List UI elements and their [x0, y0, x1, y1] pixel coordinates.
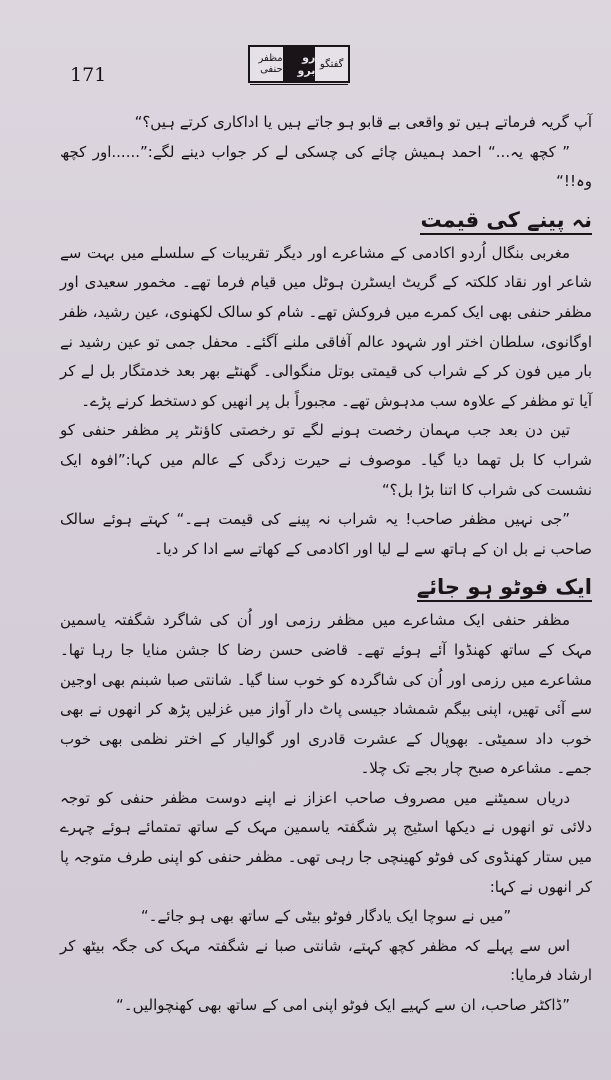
section-heading-text: نہ پینے کی قیمت — [420, 208, 592, 235]
paragraph: آپ گریہ فرماتے ہیں تو واقعی بے قابو ہو جاتے ہیں یا اداکاری کرتے ہیں؟“ — [134, 113, 592, 131]
paragraph: اس سے پہلے کہ مظفر کچھ کہتے، شانتی صبا نے شگفتہ مہک کی جگہ بیٹھ کر ارشاد فرمایا: — [60, 936, 592, 985]
paragraph: ”ڈاکٹر صاحب، ان سے کہیے ایک فوٹو اپنی امی کے ساتھ بھی کھنچوالیں۔“ — [116, 996, 570, 1015]
paragraph: تین دن بعد جب مہمان رخصت ہونے لگے تو رخصتی کاؤنٹر پر مظفر حنفی کو شراب کا بل تھما دیا گیا۔ موصوف نے حیرت زدگی کے عالم میں کہا:”افوہ ایک نشست کی شراب کا اتنا بڑا بل؟“ — [60, 421, 592, 499]
paragraph: ” کچھ یہ...“ احمد ہمیش چائے کی چسکی لے کر جواب دینے لگے:”......اور کچھ وہ!!“ — [60, 142, 592, 191]
section-heading — [60, 570, 592, 604]
paragraph: مظفر حنفی ایک مشاعرے میں مظفر رزمی اور اُن کی شاگرد شگفتہ یاسمین مہک کے ساتھ کھنڈوا آئے ہوئے تھے۔ قاضی حسن رضا کا جشن منایا جا رہا تھا۔ مشاعرے میں رزمی اور اُن کی شاگردہ کو خوب سنا گیا۔ شانتی صبا شبنم بھی اوجین سے آئی تھیں، اپنی بیگم شمشاد جیسی پاٹ دار آواز میں غزلیں پڑھ کر انھوں نے بھی خوب داد سمیٹی۔ بھوپال کے عشرت قادری اور گوالیار کے اختر نظمی بھی خوب جمے۔ مشاعرہ صبح چار بجے تک چلا۔ — [60, 611, 592, 778]
page-number: 171 — [70, 64, 107, 86]
running-header — [248, 45, 350, 83]
paragraph: ”جی نہیں مظفر صاحب! یہ شراب نہ پینے کی قیمت ہے۔“ کہتے ہوئے سالک صاحب نے بل ان کے ہاتھ سے لے لیا اور اکادمی کے کھاتے سے ادا کر دیا۔ — [60, 510, 592, 558]
paragraph: دریاں سمیٹنے میں مصروف صاحب اعزاز نے اپنے دوست مظفر حنفی کو توجہ دلائی تو انھوں نے دیکھا اسٹیج پر شگفتہ یاسمین مہک کے ساتھ تمتمائے ہوئے چہرے میں ستار کھنڈوی کی فوٹو کھینچی جا رہی تھی۔ مظفر حنفی کو اپنی طرف متوجہ پا کر انھوں نے کہا: — [60, 788, 592, 896]
running-header-left: گفتگو — [319, 58, 344, 70]
running-header-middle: رو برو — [283, 47, 316, 81]
paragraph: مغربی بنگال اُردو اکادمی کے مشاعرے اور دیگر تقریبات کے سلسلے میں بہت سے شاعر اور نقاد کلکتہ کے گریٹ ایسٹرن ہوٹل میں قیام فرما تھے۔ مخمور سعیدی اور مظفر حنفی بھی ایک کمرے میں فروکش تھے۔ شام کو سالک لکھنوی، عین رشید، ظفر اوگانوی، سلطان اختر اور شہود عالم آفاقی ملنے آگئے۔ محفل جمی تو عین رشید نے بار میں فون کر کے شراب کی قیمتی بوتل منگوالی۔ گھنٹے بھر بعد خدمتگار بل لے کر آیا تو مظفر کے علاوہ سب مدہوش تھے۔ مجبوراً بل پر انھیں کو دستخط کرنے پڑے۔ — [60, 243, 592, 410]
header-rule — [250, 84, 348, 85]
section-heading — [60, 203, 592, 237]
running-header-right: مظفر حنفی — [258, 53, 283, 75]
page-body — [60, 108, 592, 1021]
section-heading-text: ایک فوٹو ہو جائے — [417, 575, 592, 602]
quoted-line: ”میں نے سوچا ایک یادگار فوٹو بیٹی کے ساتھ بھی ہو جائے۔“ — [140, 907, 512, 926]
